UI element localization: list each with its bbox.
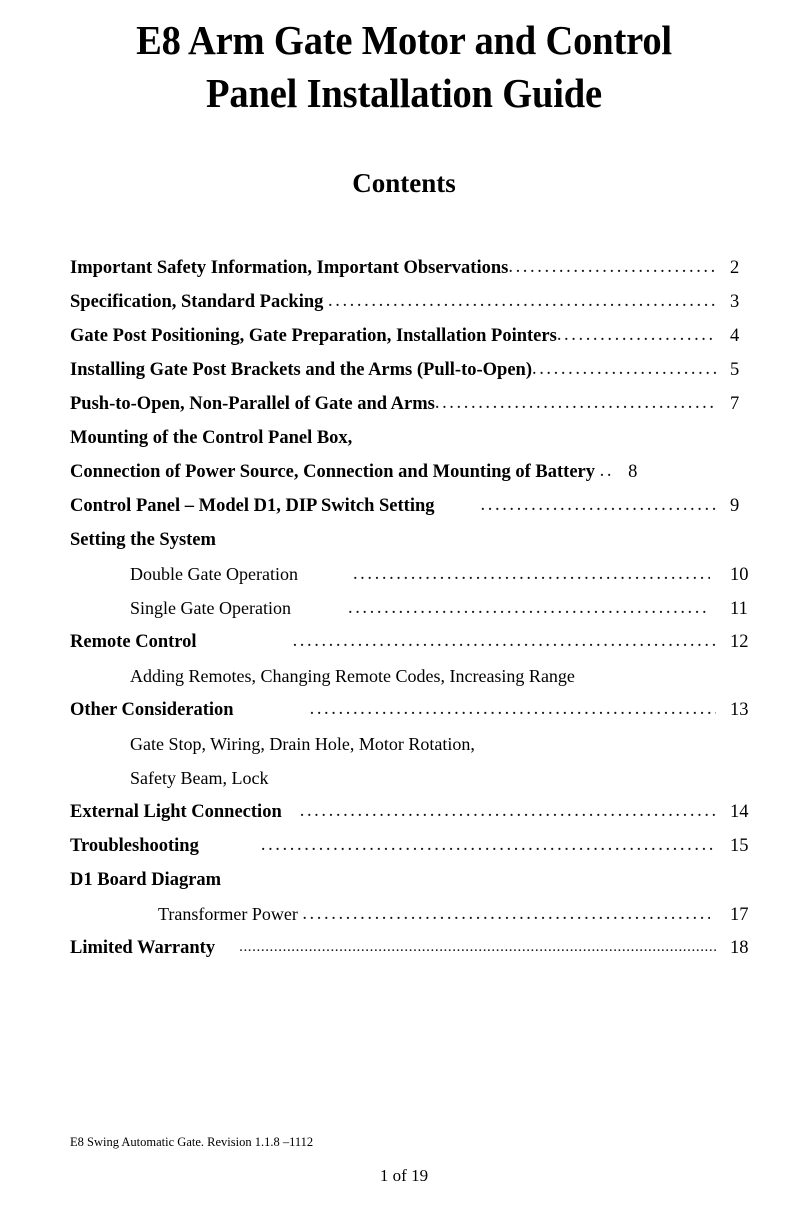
toc-entry-page-number: 18 bbox=[730, 938, 749, 958]
toc-dot-leader bbox=[261, 835, 716, 856]
toc-entry-label: External Light Connection bbox=[70, 802, 282, 822]
toc-entry[interactable] bbox=[0, 394, 808, 428]
toc-entry-page-number: 5 bbox=[730, 360, 740, 380]
contents-heading: Contents bbox=[352, 167, 456, 198]
toc-entry-label: Safety Beam, Lock bbox=[130, 768, 269, 788]
toc-dot-leader bbox=[328, 291, 716, 312]
toc-entry-page-number: 9 bbox=[730, 496, 740, 516]
toc-dot-leader bbox=[600, 461, 614, 482]
toc-entry[interactable] bbox=[0, 564, 808, 598]
toc-entry[interactable] bbox=[0, 870, 808, 904]
toc-dot-leader bbox=[302, 904, 710, 925]
toc-entry[interactable] bbox=[0, 904, 808, 938]
toc-entry[interactable] bbox=[0, 530, 808, 564]
toc-entry-label: Adding Remotes, Changing Remote Codes, Increasing Range bbox=[130, 666, 575, 686]
toc-entry-page-number: 17 bbox=[730, 905, 749, 925]
toc-dot-leader bbox=[293, 631, 716, 652]
toc-entry-page-number: 8 bbox=[628, 462, 638, 482]
toc-entry-label: Troubleshooting bbox=[70, 836, 199, 856]
toc-dot-leader bbox=[300, 801, 716, 822]
toc-entry-page-number: 3 bbox=[730, 292, 740, 312]
toc-entry-label: Remote Control bbox=[70, 632, 197, 652]
toc-entry-label: Mounting of the Control Panel Box, bbox=[70, 428, 353, 448]
toc-entry-page-number: 10 bbox=[730, 565, 749, 585]
toc-entry-page-number: 7 bbox=[730, 394, 740, 414]
toc-entry[interactable] bbox=[0, 836, 808, 870]
page-title: E8 Arm Gate Motor and Control Panel Installation Guide bbox=[136, 17, 672, 117]
toc-entry-label: Important Safety Information, Important Observations bbox=[70, 258, 509, 278]
toc-entry[interactable] bbox=[0, 326, 808, 360]
toc-entry-page-number: 12 bbox=[730, 632, 749, 652]
toc-entry[interactable] bbox=[0, 428, 808, 462]
toc-dot-leader bbox=[557, 325, 716, 346]
toc-entry-page-number: 15 bbox=[730, 836, 749, 856]
toc-dot-leader bbox=[435, 393, 716, 414]
toc-entry[interactable] bbox=[0, 462, 808, 496]
toc-entry-label: Control Panel – Model D1, DIP Switch Setting bbox=[70, 496, 435, 516]
toc-entry-label: D1 Board Diagram bbox=[70, 870, 222, 890]
toc-entry[interactable] bbox=[0, 734, 808, 768]
toc-entry-label: Transformer Power bbox=[158, 904, 303, 924]
toc-entry[interactable] bbox=[0, 598, 808, 632]
toc-entry-label: Gate Stop, Wiring, Drain Hole, Motor Rotation, bbox=[130, 734, 475, 754]
toc-entry-page-number: 11 bbox=[730, 599, 748, 619]
toc-entry-label: Connection of Power Source, Connection and Mounting of Battery bbox=[70, 462, 600, 482]
toc-entry-label: Single Gate Operation bbox=[130, 598, 291, 618]
toc-entry-label: Double Gate Operation bbox=[130, 564, 298, 584]
toc-entry-label: Setting the System bbox=[70, 530, 216, 550]
toc-dot-leader bbox=[353, 564, 710, 585]
toc-entry[interactable] bbox=[0, 700, 808, 734]
toc-dot-leader bbox=[310, 699, 716, 720]
toc-entry-page-number: 2 bbox=[730, 258, 740, 278]
toc-entry[interactable] bbox=[0, 632, 808, 666]
toc-entry[interactable] bbox=[0, 666, 808, 700]
toc-entry-page-number: 4 bbox=[730, 326, 740, 346]
toc-entry-page-number: 13 bbox=[730, 700, 749, 720]
toc-entry[interactable] bbox=[0, 938, 808, 972]
footer-revision-text: E8 Swing Automatic Gate. Revision 1.1.8 –1112 bbox=[70, 1135, 314, 1149]
toc-entry[interactable] bbox=[0, 360, 808, 394]
toc-dot-leader bbox=[481, 495, 716, 516]
toc-entry[interactable] bbox=[0, 768, 808, 802]
toc-entry[interactable] bbox=[0, 292, 808, 326]
toc-entry-label: Push-to-Open, Non-Parallel of Gate and Arms bbox=[70, 394, 435, 414]
toc-entry-page-number: 14 bbox=[730, 802, 749, 822]
toc-entry[interactable] bbox=[0, 802, 808, 836]
toc-dot-leader bbox=[239, 939, 716, 956]
toc-dot-leader bbox=[348, 598, 710, 619]
toc-entry-label: Gate Post Positioning, Gate Preparation, Installation Pointers bbox=[70, 326, 557, 346]
toc-entry[interactable] bbox=[0, 496, 808, 530]
footer-page-indicator: 1 of 19 bbox=[379, 1166, 429, 1185]
toc-dot-leader bbox=[508, 257, 716, 278]
toc-entry-label: Installing Gate Post Brackets and the Arms (Pull-to-Open) bbox=[70, 360, 532, 380]
toc-entry-label: Limited Warranty bbox=[70, 938, 216, 958]
table-of-contents bbox=[0, 258, 808, 972]
toc-entry-label: Other Consideration bbox=[70, 700, 234, 720]
toc-dot-leader bbox=[532, 359, 716, 380]
toc-entry-label: Specification, Standard Packing bbox=[70, 292, 328, 312]
toc-entry[interactable] bbox=[0, 258, 808, 292]
